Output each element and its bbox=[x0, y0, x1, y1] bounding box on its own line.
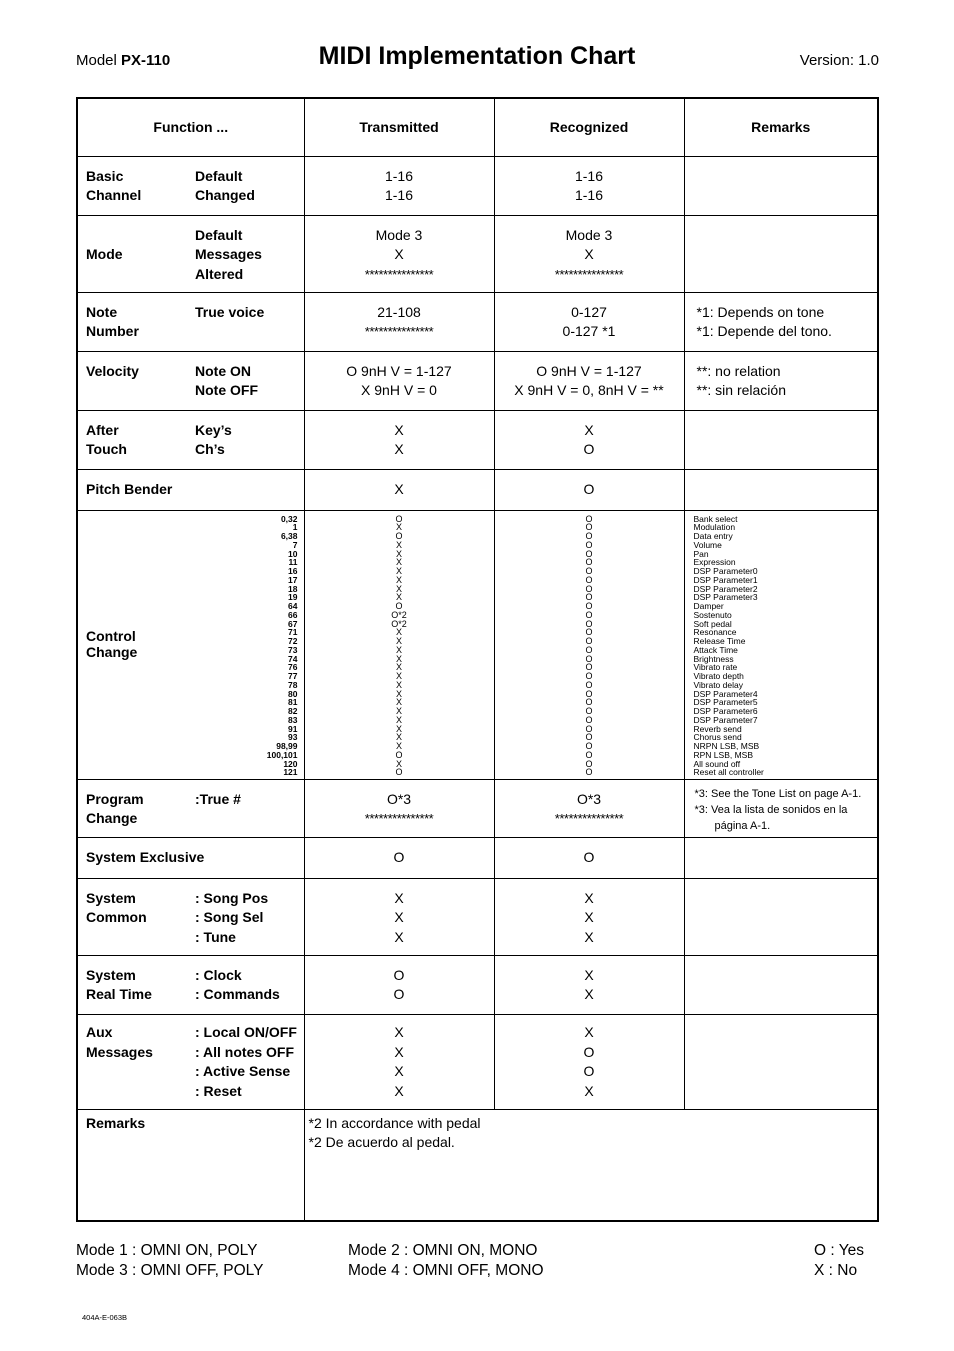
control-remark: Reverb send bbox=[693, 723, 742, 734]
control-number: 93 bbox=[288, 732, 298, 743]
control-remark: NRPN LSB, MSB bbox=[693, 741, 760, 751]
velocity-name: Velocity bbox=[86, 362, 139, 379]
common-sub-labels: : Song Pos : Song Sel : Tune bbox=[195, 889, 269, 945]
after-rx-cell bbox=[494, 410, 684, 469]
realtime-tx-value: O bbox=[393, 966, 405, 983]
control-remark: Chorus send bbox=[693, 732, 742, 743]
after-tx-value: X bbox=[394, 441, 404, 457]
control-rx-mark: O bbox=[585, 723, 593, 734]
sysex-remarks-cell bbox=[684, 837, 878, 878]
control-number: 100,101 bbox=[266, 749, 298, 760]
mode-rx-cell bbox=[494, 215, 684, 292]
control-tx-mark: X bbox=[395, 522, 402, 533]
control-tx-mark: X bbox=[395, 592, 402, 603]
control-rx-mark: O bbox=[585, 653, 593, 664]
row-pitch-bender bbox=[77, 469, 878, 510]
sysex-function-cell bbox=[77, 837, 304, 878]
control-number: 18 bbox=[288, 583, 298, 594]
velocity-rx-value: O 9nH V = 1-127 bbox=[536, 362, 642, 379]
control-number: 120 bbox=[283, 758, 298, 769]
realtime-rx-value: X bbox=[584, 966, 594, 983]
note-remark: *1: Depends on tone bbox=[696, 303, 825, 320]
note-rx-value: 0-127 *1 bbox=[562, 323, 616, 339]
control-tx-mark: X bbox=[395, 583, 402, 594]
control-tx-mark: X bbox=[395, 548, 402, 559]
after-name: After Touch bbox=[86, 421, 127, 457]
control-remark: Data entry bbox=[693, 531, 733, 541]
control-tx-mark: O bbox=[395, 531, 403, 541]
realtime-tx-cell bbox=[304, 955, 494, 1014]
control-tx-mark: X bbox=[395, 574, 402, 585]
mode-rx-value: *************** bbox=[554, 266, 624, 282]
control-number: 1 bbox=[292, 522, 298, 533]
legend-yes: O : Yes bbox=[814, 1242, 864, 1259]
mode-tx-value: *************** bbox=[364, 266, 434, 282]
control-tx-mark: X bbox=[395, 627, 402, 638]
realtime-function-cell bbox=[77, 955, 304, 1014]
note-sub-labels: True voice bbox=[195, 303, 265, 320]
control-tx-mark: O bbox=[395, 513, 403, 524]
aux-tx-value: X bbox=[394, 1043, 404, 1060]
control-number: 7 bbox=[292, 539, 298, 550]
control-remark: Volume bbox=[693, 539, 722, 550]
row-note-number bbox=[77, 292, 878, 351]
aux-tx-value: X bbox=[394, 1024, 404, 1040]
common-tx-value: X bbox=[394, 909, 404, 925]
control-remark: Brightness bbox=[693, 653, 734, 664]
note-tx-value: *************** bbox=[364, 324, 434, 339]
control-remark: DSP Parameter4 bbox=[693, 688, 758, 699]
row-aux-messages bbox=[77, 1014, 878, 1109]
control-tx-mark: X bbox=[395, 644, 402, 655]
control-remark: Sostenuto bbox=[693, 609, 732, 620]
control-remarks-list bbox=[685, 511, 878, 778]
basic-name: Basic Channel bbox=[86, 167, 142, 203]
control-rx-mark: O bbox=[585, 644, 593, 655]
control-number: 82 bbox=[288, 706, 298, 716]
page-title: MIDI Implementation Chart bbox=[318, 42, 636, 70]
control-rx-mark: O bbox=[585, 636, 593, 646]
control-number: 80 bbox=[288, 688, 298, 699]
after-rx-value: O bbox=[583, 441, 595, 457]
common-function-cell bbox=[77, 878, 304, 955]
version-label: Version: 1.0 bbox=[799, 52, 879, 69]
control-function-cell bbox=[77, 510, 304, 779]
row-mode bbox=[77, 215, 878, 292]
aux-function-cell bbox=[77, 1014, 304, 1109]
velocity-tx-value: O 9nH V = 1-127 bbox=[346, 362, 452, 379]
control-rx-mark: O bbox=[585, 609, 593, 620]
control-remark: Reset all controller bbox=[693, 767, 764, 778]
control-rx-mark: O bbox=[585, 679, 593, 690]
note-rx-value: 0-127 bbox=[571, 303, 607, 320]
sysex-name: System Exclusive bbox=[86, 849, 205, 866]
program-name: Program Change bbox=[86, 790, 144, 826]
control-rx-mark: O bbox=[585, 741, 593, 751]
control-remark: Vibrato depth bbox=[693, 671, 744, 681]
aux-tx-cell bbox=[304, 1014, 494, 1109]
control-tx-mark: O bbox=[395, 749, 403, 760]
control-number: 11 bbox=[288, 557, 298, 568]
control-tx-mark: X bbox=[395, 539, 402, 550]
control-tx-mark: X bbox=[395, 732, 402, 743]
pitch-remarks-cell bbox=[684, 469, 878, 510]
control-remark: Vibrato rate bbox=[693, 662, 738, 673]
pitch-name: Pitch Bender bbox=[86, 481, 173, 498]
remarks-note: *2 De acuerdo al pedal. bbox=[308, 1134, 455, 1150]
velocity-rx-value: X 9nH V = 0, 8nH V = ** bbox=[514, 382, 664, 398]
mode-tx-cell bbox=[304, 215, 494, 292]
realtime-name: System Real Time bbox=[86, 966, 152, 1002]
control-number: 74 bbox=[288, 653, 298, 664]
aux-tx-value: X bbox=[394, 1082, 404, 1099]
control-number: 67 bbox=[288, 618, 298, 629]
aux-rx-value: X bbox=[584, 1024, 594, 1040]
common-tx-value: X bbox=[394, 928, 404, 945]
program-remark: *3: See the Tone List on page A-1. bbox=[694, 787, 862, 800]
control-number: 6,38 bbox=[280, 531, 298, 541]
control-tx-mark: X bbox=[395, 653, 402, 664]
control-number: 10 bbox=[288, 548, 298, 559]
common-name: System Common bbox=[86, 889, 147, 925]
basic-rx-value: 1-16 bbox=[574, 167, 604, 184]
velocity-rx-cell bbox=[494, 351, 684, 410]
control-remark: Modulation bbox=[693, 522, 736, 533]
common-tx-cell bbox=[304, 878, 494, 955]
control-number: 81 bbox=[288, 697, 298, 708]
mode-sub-labels: Default Messages Altered bbox=[195, 226, 262, 282]
control-remark: DSP Parameter2 bbox=[693, 583, 758, 594]
control-numbers bbox=[267, 515, 298, 778]
mode-rx-value: Mode 3 bbox=[565, 226, 613, 243]
control-number: 77 bbox=[288, 671, 298, 681]
footer-modes-left bbox=[76, 1241, 263, 1280]
common-rx-value: X bbox=[584, 889, 594, 906]
realtime-tx-value: O bbox=[393, 986, 405, 1002]
control-rx-mark: O bbox=[585, 601, 593, 611]
control-number: 76 bbox=[288, 662, 298, 673]
after-remarks-cell bbox=[684, 410, 878, 469]
control-number: 121 bbox=[283, 767, 298, 778]
note-remark: *1: Depende del tono. bbox=[696, 323, 832, 339]
control-number: 73 bbox=[288, 644, 298, 655]
common-tx-value: X bbox=[394, 889, 404, 906]
note-rx-cell bbox=[494, 292, 684, 351]
remarks-label: Remarks bbox=[86, 1114, 146, 1131]
realtime-rx-cell bbox=[494, 955, 684, 1014]
control-rx-mark: O bbox=[585, 749, 593, 760]
control-number: 66 bbox=[288, 609, 298, 620]
control-tx-list bbox=[305, 511, 494, 778]
sysex-tx-cell bbox=[304, 837, 494, 878]
pitch-tx-value: X bbox=[394, 481, 404, 498]
remarks-notes bbox=[305, 1110, 878, 1153]
col-remarks: Remarks bbox=[684, 98, 878, 156]
control-number: 78 bbox=[288, 679, 298, 690]
row-basic-channel bbox=[77, 156, 878, 215]
control-tx-mark: X bbox=[395, 557, 402, 568]
control-remark: Attack Time bbox=[693, 644, 738, 655]
common-remarks-cell bbox=[684, 878, 878, 955]
control-remark: DSP Parameter7 bbox=[693, 714, 758, 725]
control-rx-mark: O bbox=[585, 706, 593, 716]
legend-no: X : No bbox=[814, 1261, 858, 1279]
common-rx-value: X bbox=[584, 928, 594, 945]
control-rx-mark: O bbox=[585, 548, 593, 559]
pitch-rx-cell bbox=[494, 469, 684, 510]
document-code: 404A-E-063B bbox=[82, 1313, 128, 1322]
control-number: 64 bbox=[288, 601, 298, 611]
control-rx-mark: O bbox=[585, 627, 593, 638]
pitch-tx-cell bbox=[304, 469, 494, 510]
basic-remarks-cell bbox=[684, 156, 878, 215]
control-tx-mark: O bbox=[395, 601, 403, 611]
aux-tx-value: X bbox=[394, 1063, 404, 1079]
control-rx-mark: O bbox=[585, 539, 593, 550]
pitch-function-cell bbox=[77, 469, 304, 510]
basic-rx-value: 1-16 bbox=[574, 187, 604, 203]
col-function: Function ... bbox=[77, 98, 304, 156]
row-control-change bbox=[77, 510, 878, 779]
control-remark: DSP Parameter0 bbox=[693, 566, 758, 576]
control-tx-mark: X bbox=[395, 706, 402, 716]
aux-rx-value: O bbox=[583, 1043, 595, 1060]
sysex-tx-value: O bbox=[393, 849, 405, 866]
midi-chart-table bbox=[76, 97, 879, 1222]
control-rx-mark: O bbox=[585, 758, 593, 769]
basic-rx-cell bbox=[494, 156, 684, 215]
common-rx-cell bbox=[494, 878, 684, 955]
control-number: 83 bbox=[288, 714, 298, 725]
mode-tx-value: X bbox=[394, 246, 404, 262]
velocity-sub-labels: Note ON Note OFF bbox=[195, 362, 258, 398]
after-function-cell bbox=[77, 410, 304, 469]
footer-legend bbox=[814, 1241, 864, 1280]
control-remarks-cell bbox=[684, 510, 878, 779]
header-row bbox=[77, 98, 878, 156]
mode-function-cell bbox=[77, 215, 304, 292]
control-rx-mark: O bbox=[585, 513, 593, 524]
control-remark: DSP Parameter6 bbox=[693, 706, 758, 716]
after-tx-value: X bbox=[394, 421, 404, 438]
control-tx-mark: X bbox=[395, 662, 402, 673]
note-name: Note Number bbox=[86, 303, 139, 339]
control-tx-mark: X bbox=[395, 758, 402, 769]
control-rx-mark: O bbox=[585, 767, 593, 778]
model-name: PX-110 bbox=[121, 52, 171, 69]
note-tx-value: 21-108 bbox=[377, 303, 421, 320]
note-function-cell bbox=[77, 292, 304, 351]
program-rx-value: *************** bbox=[554, 811, 624, 826]
footer-mode3: Mode 3 : OMNI OFF, POLY bbox=[76, 1261, 264, 1279]
program-tx-value: O*3 bbox=[386, 790, 412, 807]
realtime-sub-labels: : Clock : Commands bbox=[195, 966, 280, 1002]
control-number: 17 bbox=[288, 574, 298, 585]
velocity-function-cell bbox=[77, 351, 304, 410]
row-after-touch bbox=[77, 410, 878, 469]
control-rx-mark: O bbox=[585, 662, 593, 673]
control-rx-mark: O bbox=[585, 688, 593, 699]
col-transmitted: Transmitted bbox=[304, 98, 494, 156]
control-remark: Damper bbox=[693, 601, 724, 611]
control-tx-mark: X bbox=[395, 679, 402, 690]
pitch-rx-value: O bbox=[583, 481, 595, 498]
control-number: 16 bbox=[288, 566, 298, 576]
velocity-remark: **: sin relación bbox=[696, 382, 786, 398]
program-function-cell bbox=[77, 779, 304, 837]
row-remarks bbox=[77, 1109, 878, 1221]
remarks-text-cell bbox=[304, 1109, 878, 1221]
aux-name: Aux Messages bbox=[86, 1024, 153, 1060]
control-number: 72 bbox=[288, 636, 298, 646]
control-remark: Pan bbox=[693, 548, 709, 559]
footer-mode4: Mode 4 : OMNI OFF, MONO bbox=[348, 1261, 544, 1279]
control-tx-cell bbox=[304, 510, 494, 779]
model-label: Model PX-110 bbox=[76, 52, 171, 69]
basic-tx-value: 1-16 bbox=[384, 187, 414, 203]
control-remark: Soft pedal bbox=[693, 618, 732, 629]
after-tx-cell bbox=[304, 410, 494, 469]
note-tx-cell bbox=[304, 292, 494, 351]
control-rx-mark: O bbox=[585, 592, 593, 603]
sysex-rx-value: O bbox=[583, 849, 595, 866]
control-rx-cell bbox=[494, 510, 684, 779]
control-rx-mark: O bbox=[585, 522, 593, 533]
remarks-function-cell bbox=[77, 1109, 304, 1221]
program-rx-value: O*3 bbox=[576, 790, 602, 807]
footer-modes-right bbox=[348, 1241, 544, 1280]
control-remark: Vibrato delay bbox=[693, 679, 743, 690]
control-rx-mark: O bbox=[585, 557, 593, 568]
control-rx-list bbox=[495, 511, 684, 778]
control-tx-mark: X bbox=[395, 671, 402, 681]
common-rx-value: X bbox=[584, 909, 594, 925]
control-tx-mark: X bbox=[395, 697, 402, 708]
mode-name: Mode bbox=[86, 246, 123, 262]
sysex-rx-cell bbox=[494, 837, 684, 878]
mode-rx-value: X bbox=[584, 246, 594, 262]
mode-tx-value: Mode 3 bbox=[375, 226, 423, 243]
control-tx-mark: X bbox=[395, 723, 402, 734]
control-number: 19 bbox=[288, 592, 298, 603]
control-remark: Release Time bbox=[693, 636, 746, 646]
control-tx-mark: O*2 bbox=[391, 609, 407, 620]
row-velocity bbox=[77, 351, 878, 410]
program-remark: *3: Vea la lista de sonidos en la bbox=[694, 803, 848, 816]
velocity-remarks-cell bbox=[684, 351, 878, 410]
control-rx-mark: O bbox=[585, 714, 593, 725]
control-rx-mark: O bbox=[585, 574, 593, 585]
basic-tx-value: 1-16 bbox=[384, 167, 414, 184]
control-tx-mark: X bbox=[395, 636, 402, 646]
control-tx-mark: X bbox=[395, 741, 402, 751]
control-rx-mark: O bbox=[585, 618, 593, 629]
control-number: 98,99 bbox=[276, 741, 298, 751]
control-number: 0,32 bbox=[280, 513, 298, 524]
control-remark: Expression bbox=[693, 557, 736, 568]
remarks-note: *2 In accordance with pedal bbox=[308, 1114, 481, 1131]
aux-sub-labels: : Local ON/OFF : All notes OFF : Active Sense : Reset bbox=[195, 1024, 297, 1099]
control-number: 91 bbox=[288, 723, 298, 734]
control-remark: Bank select bbox=[693, 513, 738, 524]
control-rx-mark: O bbox=[585, 583, 593, 594]
aux-rx-cell bbox=[494, 1014, 684, 1109]
control-tx-mark: X bbox=[395, 688, 402, 699]
program-tx-value: *************** bbox=[364, 811, 434, 826]
footer-mode1: Mode 1 : OMNI ON, POLY bbox=[76, 1242, 258, 1259]
control-remark: All sound off bbox=[693, 758, 741, 769]
aux-rx-value: O bbox=[583, 1063, 595, 1079]
program-tx-cell bbox=[304, 779, 494, 837]
note-remarks-cell bbox=[684, 292, 878, 351]
after-sub-labels: Key’s Ch’s bbox=[195, 421, 232, 457]
footer-mode2: Mode 2 : OMNI ON, MONO bbox=[348, 1242, 538, 1259]
row-system-exclusive bbox=[77, 837, 878, 878]
program-remark: página A-1. bbox=[714, 819, 771, 832]
control-number: 71 bbox=[288, 627, 298, 638]
program-remarks-cell bbox=[684, 779, 878, 837]
aux-remarks-cell bbox=[684, 1014, 878, 1109]
control-tx-mark: O bbox=[395, 767, 403, 778]
control-remark: DSP Parameter3 bbox=[693, 592, 758, 603]
realtime-rx-value: X bbox=[584, 986, 594, 1002]
control-tx-mark: X bbox=[395, 714, 402, 725]
control-remark: Resonance bbox=[693, 627, 737, 638]
control-remark: DSP Parameter1 bbox=[693, 574, 758, 585]
aux-rx-value: X bbox=[584, 1082, 594, 1099]
basic-function-cell bbox=[77, 156, 304, 215]
basic-tx-cell bbox=[304, 156, 494, 215]
control-rx-mark: O bbox=[585, 732, 593, 743]
control-remark: DSP Parameter5 bbox=[693, 697, 758, 708]
program-rx-cell bbox=[494, 779, 684, 837]
velocity-remark: **: no relation bbox=[696, 362, 781, 379]
col-recognized: Recognized bbox=[494, 98, 684, 156]
row-program-change bbox=[77, 779, 878, 837]
control-tx-mark: O*2 bbox=[391, 618, 407, 629]
control-rx-mark: O bbox=[585, 671, 593, 681]
control-tx-mark: X bbox=[395, 566, 402, 576]
velocity-tx-cell bbox=[304, 351, 494, 410]
control-rx-mark: O bbox=[585, 531, 593, 541]
velocity-tx-value: X 9nH V = 0 bbox=[361, 382, 437, 398]
basic-sub-labels: Default Changed bbox=[195, 167, 255, 203]
control-remark: RPN LSB, MSB bbox=[693, 749, 754, 760]
control-rx-mark: O bbox=[585, 566, 593, 576]
row-system-common bbox=[77, 878, 878, 955]
program-sub-labels: :True # bbox=[195, 790, 241, 807]
row-system-real-time bbox=[77, 955, 878, 1014]
after-rx-value: X bbox=[584, 421, 594, 438]
control-rx-mark: O bbox=[585, 697, 593, 708]
mode-remarks-cell bbox=[684, 215, 878, 292]
realtime-remarks-cell bbox=[684, 955, 878, 1014]
control-name: Control Change bbox=[86, 627, 138, 660]
